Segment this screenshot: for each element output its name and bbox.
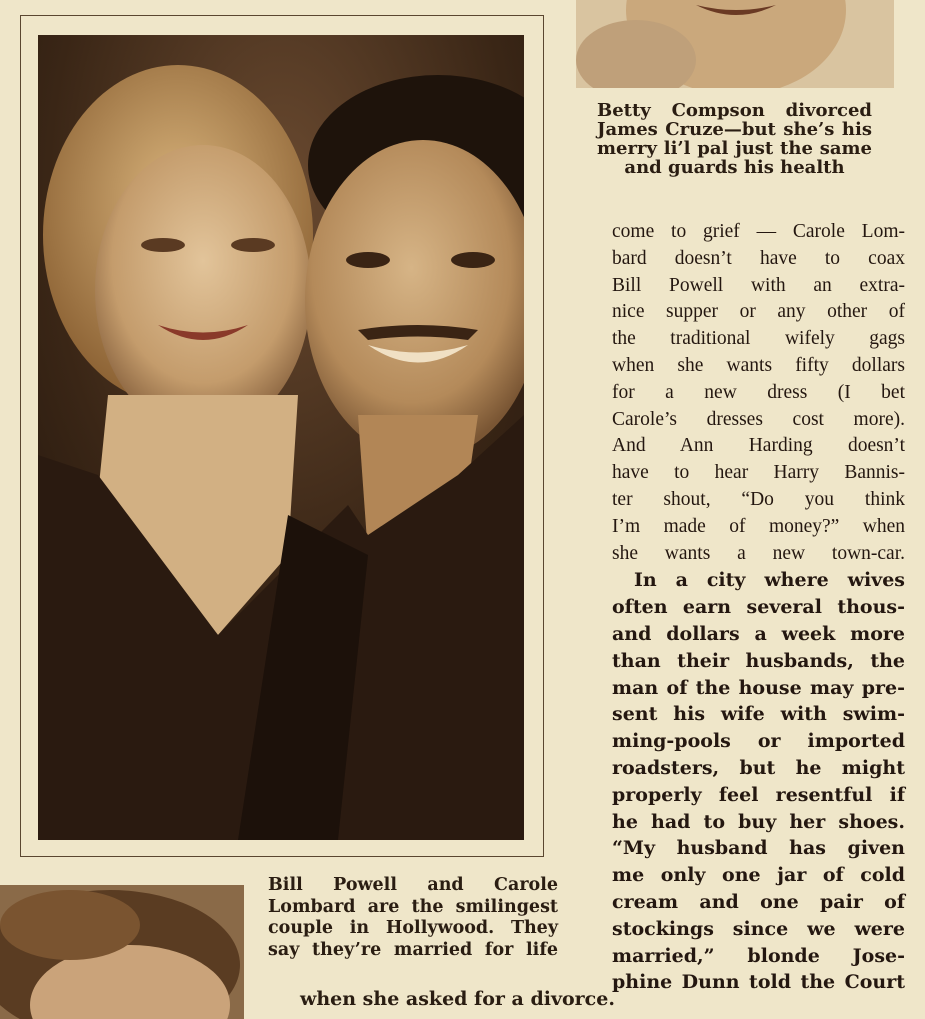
caption-betty-compson: [597, 101, 872, 177]
article-line: come to grief — Carole Lom-: [612, 221, 905, 242]
article-line: for a new dress (I bet: [612, 381, 905, 403]
article-line: married,” blonde Jose-: [612, 944, 905, 967]
article-line: “My husband has given: [612, 837, 905, 860]
article-line: I’m made of money?” when: [612, 515, 905, 537]
article-line: ming-pools or imported: [612, 730, 905, 753]
caption-line: merry li’l pal just the same: [597, 138, 872, 159]
article-line: and dollars a week more: [612, 622, 905, 645]
article-tail-line: when she asked for a divorce.: [300, 988, 615, 1010]
article-line: than their husbands, the: [612, 649, 905, 672]
article-line: me only one jar of cold: [612, 864, 905, 887]
photo-josephine-dunn: [0, 885, 244, 1019]
caption-line: Bill Powell and Carole: [268, 875, 558, 895]
article-line: properly feel resentful if: [612, 783, 905, 806]
article-line: man of the house may pre-: [612, 676, 905, 699]
article-line: roadsters, but he might: [612, 756, 905, 779]
article-line: In a city where wives: [634, 569, 905, 592]
article-line: the traditional wifely gags: [612, 328, 905, 350]
article-line: stockings since we were: [612, 917, 905, 940]
article-column: [612, 219, 905, 996]
article-line: Bill Powell with an extra-: [612, 274, 905, 296]
caption-line: Lombard are the smilingest: [268, 896, 558, 917]
caption-line: couple in Hollywood. They: [268, 918, 558, 938]
article-line: he had to buy her shoes.: [612, 810, 905, 833]
photo-bill-powell-carole-lombard: [38, 35, 524, 840]
article-line: have to hear Harry Bannis-: [612, 462, 905, 484]
article-line: cream and one pair of: [612, 890, 905, 913]
photo-betty-compson: [576, 0, 894, 88]
article-line: ter shout, “Do you think: [612, 488, 905, 510]
article-line: sent his wife with swim-: [612, 703, 905, 726]
article-line: when she wants fifty dollars: [612, 354, 905, 376]
caption-line: and guards his health: [624, 157, 845, 178]
article-line: bard doesn’t have to coax: [612, 247, 905, 269]
caption-line: James Cruze—but she’s his: [597, 119, 872, 140]
article-line: she wants a new town-car.: [612, 542, 905, 564]
article-line: often earn several thous-: [612, 596, 905, 619]
article-line: Carole’s dresses cost more).: [612, 408, 905, 430]
caption-bill-powell-carole-lombard: [268, 875, 558, 961]
caption-line: Betty Compson divorced: [597, 100, 872, 121]
caption-line: say they’re married for life: [268, 939, 558, 960]
article-line: nice supper or any other of: [612, 301, 905, 323]
article-line: phine Dunn told the Court: [612, 971, 905, 994]
article-line: And Ann Harding doesn’t: [612, 435, 905, 457]
